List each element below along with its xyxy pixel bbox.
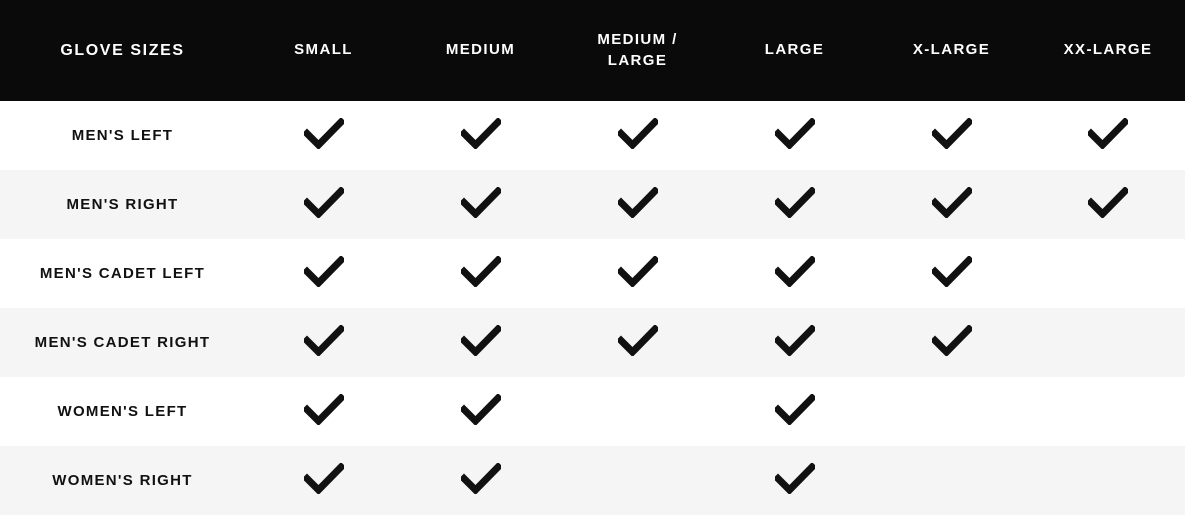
checkmark-icon [775,256,815,287]
cell-large [716,308,873,377]
cell-medium [402,170,559,239]
cell-small [245,377,402,446]
cell-large [716,239,873,308]
cell-small [245,308,402,377]
checkmark-icon [618,256,658,287]
row-label: MEN'S RIGHT [0,170,245,239]
checkmark-icon [461,394,501,425]
checkmark-icon [618,187,658,218]
table-row [0,377,1185,446]
table-row [0,101,1185,170]
cell-x-large [873,170,1030,239]
checkmark-icon [461,256,501,287]
row-label: MEN'S LEFT [0,101,245,170]
empty-cell [559,411,560,412]
table-body [0,101,1185,515]
column-header-medium-large: MEDIUM / LARGE [559,0,716,101]
cell-xx-large [1030,308,1185,377]
cell-x-large [873,446,1030,515]
table-header [0,0,1185,101]
cell-medium [402,377,559,446]
checkmark-icon [775,394,815,425]
cell-medium [402,101,559,170]
checkmark-icon [304,325,344,356]
cell-x-large [873,377,1030,446]
cell-medium-large [559,239,716,308]
cell-medium [402,308,559,377]
cell-xx-large [1030,377,1185,446]
cell-medium-large [559,170,716,239]
column-header-small: SMALL [245,0,402,101]
table-row [0,170,1185,239]
row-label: MEN'S CADET LEFT [0,239,245,308]
checkmark-icon [304,118,344,149]
cell-large [716,446,873,515]
empty-cell [1030,273,1031,274]
cell-large [716,377,873,446]
checkmark-icon [304,256,344,287]
row-label: WOMEN'S LEFT [0,377,245,446]
checkmark-icon [461,463,501,494]
row-label: WOMEN'S RIGHT [0,446,245,515]
cell-small [245,239,402,308]
empty-cell [873,480,874,481]
table-header-row [0,0,1185,101]
cell-medium-large [559,377,716,446]
table-row [0,308,1185,377]
cell-large [716,170,873,239]
checkmark-icon [775,463,815,494]
checkmark-icon [618,118,658,149]
checkmark-icon [932,187,972,218]
cell-xx-large [1030,446,1185,515]
column-header-large: LARGE [716,0,873,101]
cell-x-large [873,308,1030,377]
cell-medium [402,446,559,515]
checkmark-icon [1088,118,1128,149]
checkmark-icon [775,118,815,149]
empty-cell [559,480,560,481]
checkmark-icon [304,394,344,425]
cell-xx-large [1030,170,1185,239]
cell-large [716,101,873,170]
cell-xx-large [1030,239,1185,308]
cell-small [245,446,402,515]
table-row [0,239,1185,308]
cell-x-large [873,101,1030,170]
checkmark-icon [304,463,344,494]
cell-medium-large [559,101,716,170]
table-row [0,446,1185,515]
cell-medium-large [559,308,716,377]
checkmark-icon [461,187,501,218]
checkmark-icon [461,118,501,149]
empty-cell [1030,411,1031,412]
cell-xx-large [1030,101,1185,170]
cell-x-large [873,239,1030,308]
cell-medium-large [559,446,716,515]
cell-medium [402,239,559,308]
column-header-medium: MEDIUM [402,0,559,101]
column-header-x-large: X-LARGE [873,0,1030,101]
empty-cell [1030,480,1031,481]
checkmark-icon [932,256,972,287]
checkmark-icon [1088,187,1128,218]
checkmark-icon [304,187,344,218]
checkmark-icon [775,187,815,218]
empty-cell [873,411,874,412]
checkmark-icon [461,325,501,356]
cell-small [245,101,402,170]
column-header-glove-sizes: GLOVE SIZES [0,0,245,101]
checkmark-icon [775,325,815,356]
checkmark-icon [932,325,972,356]
empty-cell [1030,342,1031,343]
cell-small [245,170,402,239]
checkmark-icon [618,325,658,356]
row-label: MEN'S CADET RIGHT [0,308,245,377]
checkmark-icon [932,118,972,149]
column-header-xx-large: XX-LARGE [1030,0,1185,101]
